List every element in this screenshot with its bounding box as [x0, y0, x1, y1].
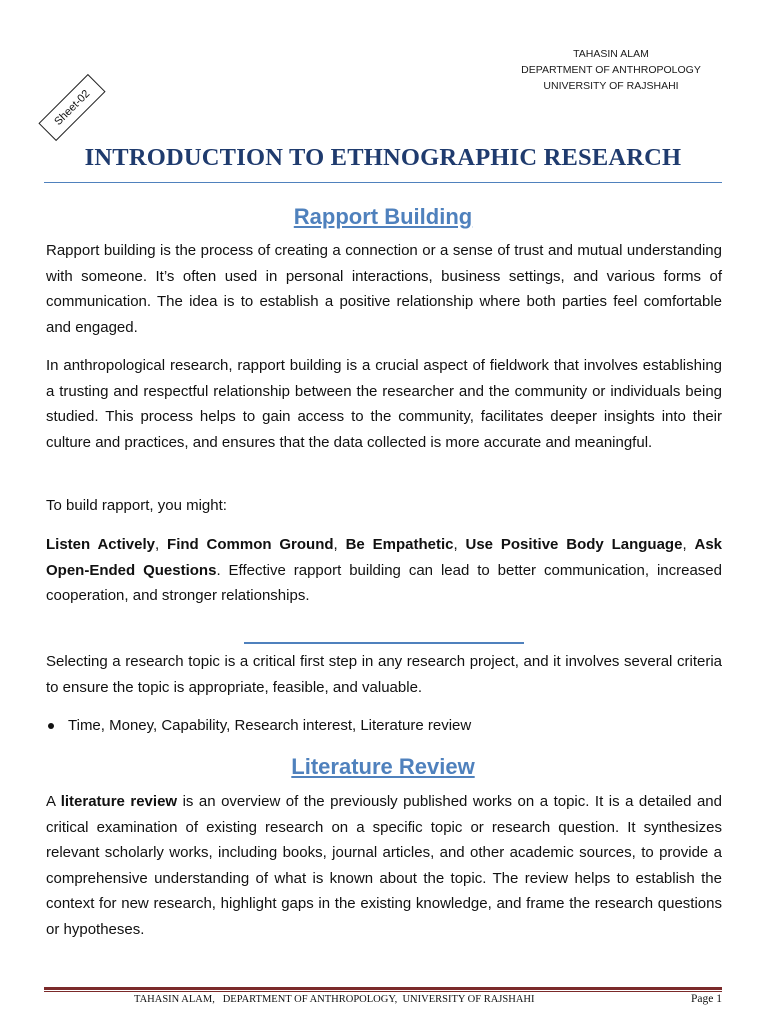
bullet-icon [48, 723, 54, 729]
title-divider [44, 182, 722, 183]
rapport-paragraph-2: In anthropological research, rapport building is a crucial aspect of fieldwork that involves establishing a trusting and respectful relationship between the researcher and the community or individuals being studied. This process helps to gain access to the community, facilitates deeper insights into their culture and practices, and ensures that the data collected is more accurate and meaningful. [46, 357, 722, 451]
author-department: DEPARTMENT OF ANTHROPOLOGY [521, 64, 701, 76]
page-title: INTRODUCTION TO ETHNOGRAPHIC RESEARCH [84, 144, 682, 171]
author-block [500, 46, 722, 94]
section-divider [244, 642, 524, 644]
tip-be-empathetic: Be Empathetic [345, 536, 454, 553]
topic-criteria-list [46, 713, 722, 738]
literature-review-term: literature review [60, 793, 178, 810]
sheet-tag: Sheet-02 [38, 74, 105, 141]
rapport-tips-paragraph: Listen Actively, Find Common Ground, Be Empathetic, Use Positive Body Language, Ask Open-Ended Questions. Effective rapport building can lead to better communication, increased cooperation, and stronger relationships. [46, 536, 723, 604]
author-name: TAHASIN ALAM [573, 48, 649, 60]
tip-find-common-ground: Find Common Ground [167, 536, 334, 553]
section-heading-rapport: Rapport Building [293, 204, 473, 229]
footer-rule-thin [44, 991, 722, 992]
rapport-paragraph-3: To build rapport, you might: [46, 497, 227, 514]
topic-paragraph: Selecting a research topic is a critical first step in any research project, and it involves several criteria to ensure the topic is appropriate, feasible, and valuable. [46, 653, 722, 696]
tip-open-ended-questions: Ask Open-Ended Questions [46, 536, 723, 579]
page-number: Page 1 [691, 993, 722, 1005]
rapport-paragraph-1: Rapport building is the process of creating a connection or a sense of trust and mutual understanding with someone. It’s often used in personal interactions, business settings, and various forms of communication. The idea is to establish a positive relationship where both parties feel comfortable and engaged. [46, 242, 722, 336]
footer-text: TAHASIN ALAM, DEPARTMENT OF ANTHROPOLOGY, UNIVERSITY OF RAJSHAHI [134, 994, 535, 1005]
tip-body-language: Use Positive Body Language [465, 536, 683, 553]
list-item: Time, Money, Capability, Research interest, Literature review [46, 713, 722, 738]
tips-closing-text: . Effective rapport building can lead to better communication, increased cooperation, and stronger relationships. [46, 561, 722, 604]
author-university: UNIVERSITY OF RAJSHAHI [543, 80, 679, 92]
footer-rule-thick [44, 987, 722, 990]
section-heading-literature: Literature Review [291, 754, 475, 779]
tip-listen-actively: Listen Actively [46, 536, 155, 553]
literature-paragraph: A literature review is an overview of the previously published works on a topic. It is a detailed and critical examination of existing research on a specific topic or research question. It synthesizes relevant scholarly works, including books, journal articles, and other academic sources, to provide a comprehensive understanding of what is known about the topic. The review helps to establish the context for new research, highlight gaps in the existing knowledge, and frame the research questions or hypotheses. [46, 793, 722, 938]
